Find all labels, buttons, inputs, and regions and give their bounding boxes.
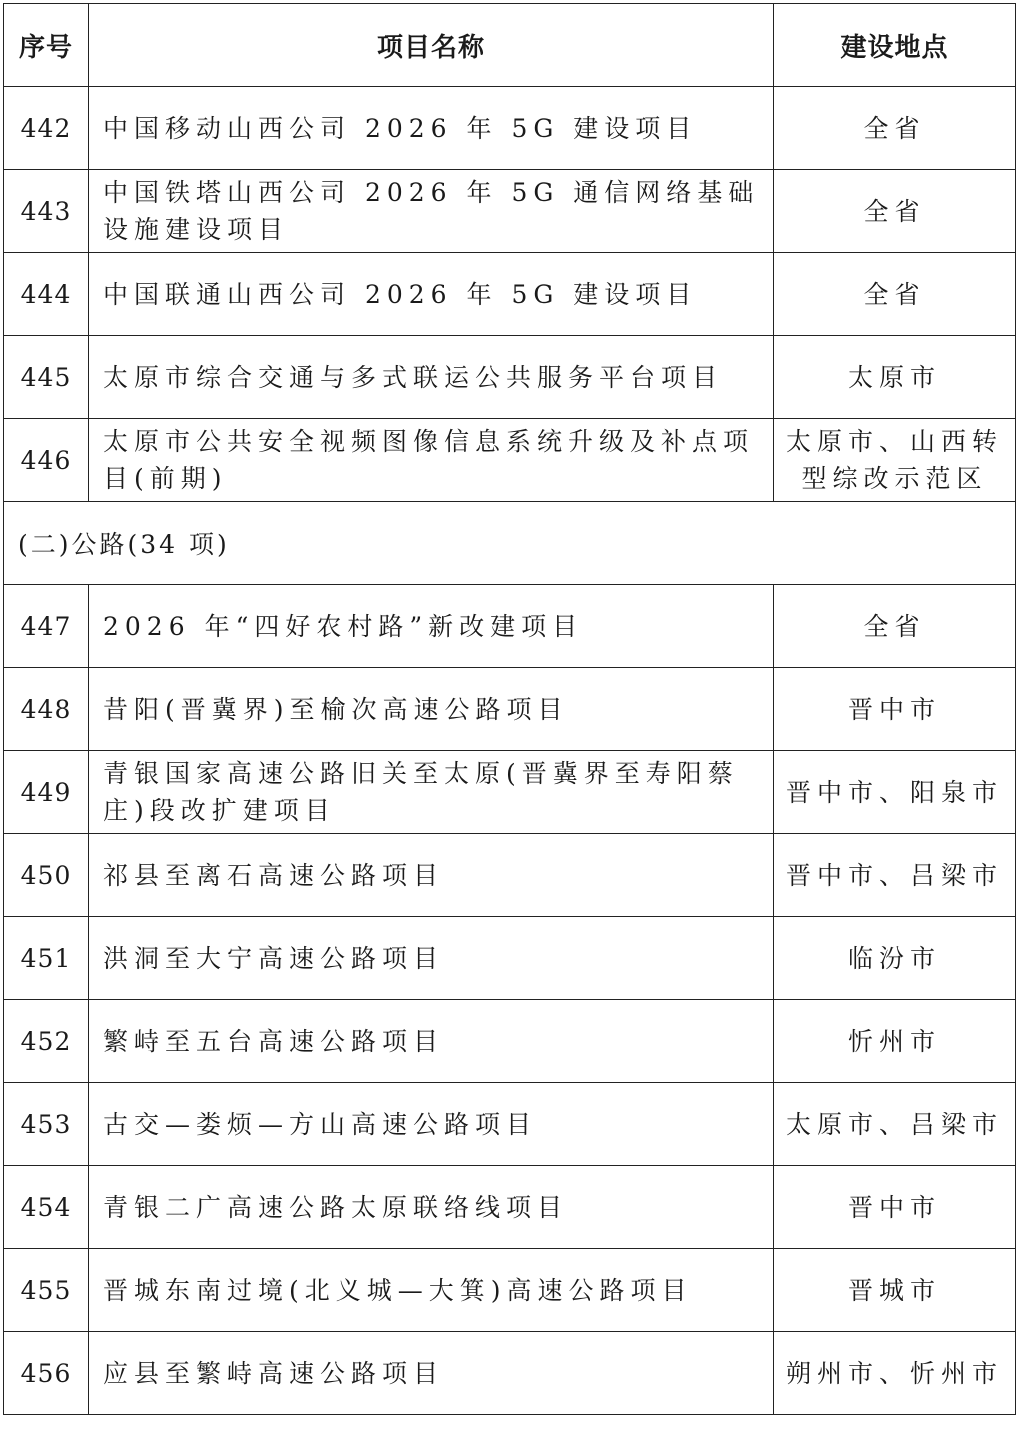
section-title: (二)公路(34 项) xyxy=(4,502,1016,585)
row-no: 445 xyxy=(4,336,89,419)
table-row xyxy=(4,751,1016,834)
row-name: 昔阳(晋冀界)至榆次高速公路项目 xyxy=(89,668,774,751)
table-row xyxy=(4,1000,1016,1083)
row-name: 青银二广高速公路太原联络线项目 xyxy=(89,1166,774,1249)
header-location: 建设地点 xyxy=(774,4,1016,87)
row-name: 应县至繁峙高速公路项目 xyxy=(89,1332,774,1415)
row-location: 晋中市 xyxy=(774,668,1016,751)
table-row xyxy=(4,1332,1016,1415)
table-row xyxy=(4,253,1016,336)
table-row xyxy=(4,668,1016,751)
row-no: 447 xyxy=(4,585,89,668)
row-name: 祁县至离石高速公路项目 xyxy=(89,834,774,917)
row-name: 古交—娄烦—方山高速公路项目 xyxy=(89,1083,774,1166)
header-no: 序号 xyxy=(4,4,89,87)
row-no: 454 xyxy=(4,1166,89,1249)
row-location: 晋中市、阳泉市 xyxy=(774,751,1016,834)
row-no: 456 xyxy=(4,1332,89,1415)
row-no: 444 xyxy=(4,253,89,336)
row-location: 全省 xyxy=(774,87,1016,170)
table-row xyxy=(4,585,1016,668)
row-no: 442 xyxy=(4,87,89,170)
table-row xyxy=(4,1166,1016,1249)
row-name: 2026 年“四好农村路”新改建项目 xyxy=(89,585,774,668)
row-location: 太原市 xyxy=(774,336,1016,419)
table-row xyxy=(4,1083,1016,1166)
project-table xyxy=(3,3,1016,1415)
row-location: 临汾市 xyxy=(774,917,1016,1000)
row-no: 455 xyxy=(4,1249,89,1332)
table-row xyxy=(4,917,1016,1000)
row-location: 忻州市 xyxy=(774,1000,1016,1083)
row-no: 452 xyxy=(4,1000,89,1083)
row-location: 晋中市 xyxy=(774,1166,1016,1249)
row-name: 青银国家高速公路旧关至太原(晋冀界至寿阳蔡庄)段改扩建项目 xyxy=(89,751,774,834)
row-no: 443 xyxy=(4,170,89,253)
row-name: 洪洞至大宁高速公路项目 xyxy=(89,917,774,1000)
table-header-row xyxy=(4,4,1016,87)
table-row xyxy=(4,336,1016,419)
table-row xyxy=(4,834,1016,917)
table-row xyxy=(4,170,1016,253)
row-location: 朔州市、忻州市 xyxy=(774,1332,1016,1415)
row-no: 448 xyxy=(4,668,89,751)
row-no: 453 xyxy=(4,1083,89,1166)
section-row xyxy=(4,502,1016,585)
row-name: 繁峙至五台高速公路项目 xyxy=(89,1000,774,1083)
row-no: 446 xyxy=(4,419,89,502)
row-name: 太原市公共安全视频图像信息系统升级及补点项目(前期) xyxy=(89,419,774,502)
row-location: 全省 xyxy=(774,170,1016,253)
row-name: 中国联通山西公司 2026 年 5G 建设项目 xyxy=(89,253,774,336)
row-location: 全省 xyxy=(774,585,1016,668)
table-row xyxy=(4,87,1016,170)
row-no: 451 xyxy=(4,917,89,1000)
row-location: 晋中市、吕梁市 xyxy=(774,834,1016,917)
table-row xyxy=(4,1249,1016,1332)
row-name: 中国铁塔山西公司 2026 年 5G 通信网络基础设施建设项目 xyxy=(89,170,774,253)
header-name: 项目名称 xyxy=(89,4,774,87)
row-name: 晋城东南过境(北义城—大箕)高速公路项目 xyxy=(89,1249,774,1332)
row-location: 晋城市 xyxy=(774,1249,1016,1332)
row-location: 太原市、山西转型综改示范区 xyxy=(774,419,1016,502)
row-name: 太原市综合交通与多式联运公共服务平台项目 xyxy=(89,336,774,419)
row-location: 全省 xyxy=(774,253,1016,336)
row-no: 450 xyxy=(4,834,89,917)
row-name: 中国移动山西公司 2026 年 5G 建设项目 xyxy=(89,87,774,170)
row-location: 太原市、吕梁市 xyxy=(774,1083,1016,1166)
row-no: 449 xyxy=(4,751,89,834)
table-row xyxy=(4,419,1016,502)
